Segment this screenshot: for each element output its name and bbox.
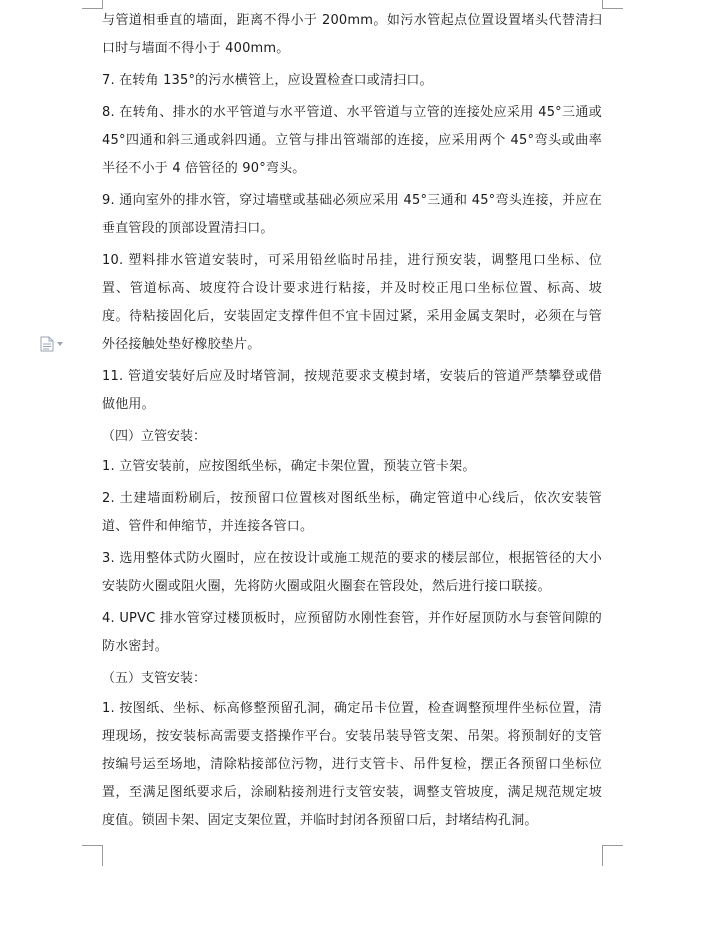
body-paragraph: 8. 在转角、排水的水平管道与水平管道、水平管道与立管的连接处应采用 45°三通或 45°四通和斜三通或斜四通。立管与排出管端部的连接，应采用两个 45°弯头或曲率半径不小于 4 倍管径的 90°弯头。: [102, 105, 602, 176]
body-paragraph: 1. 按图纸、坐标、标高修整预留孔洞，确定吊卡位置，检查调整预埋件坐标位置，清理现场，按安装标高需要支搭操作平台。安装吊装导管支架、吊架。将预制好的支管按编号运至场地，清除粘接部位污物，进行支管卡、吊件复检，摆正各预留口坐标位置，至满足图纸要求后，涂刷粘接剂进行支管安装，调整支管坡度，满足规范规定坡度值。锁固卡架、固定支架位置，并临时封闭各预留口后，封堵结构孔洞。: [102, 701, 602, 828]
section-heading: （四）立管安装：: [102, 429, 207, 444]
body-paragraph: 与管道相垂直的墙面，距离不得小于 200mm。如污水管起点位置设置堵头代替清扫口时与墙面不得小于 400mm。: [102, 13, 602, 56]
paragraph-options-button[interactable]: [40, 336, 70, 352]
body-paragraph: 10. 塑料排水管道安装时，可采用铅丝临时吊挂，进行预安装，调整甩口坐标、位置、管道标高、坡度符合设计要求进行粘接，并及时校正甩口坐标位置、标高、坡度。待粘接固化后，安装固定支撑件但不宜卡固过紧，采用金属支架时，必须在与管外径接触处垫好橡胶垫片。: [102, 253, 602, 352]
crop-mark-bottom-left: [82, 845, 103, 866]
chevron-down-icon: [57, 342, 63, 346]
body-paragraph: 9. 通向室外的排水管，穿过墙壁或基础必须应采用 45°三通和 45°弯头连接，并应在垂直管段的顶部设置清扫口。: [102, 193, 602, 236]
body-paragraph: 1. 立管安装前，应按图纸坐标，确定卡架位置，预装立管卡架。: [102, 459, 476, 474]
body-paragraph: 4. UPVC 排水管穿过楼顶板时，应预留防水刚性套管，并作好屋顶防水与套管间隙的防水密封。: [102, 611, 602, 654]
crop-mark-top-left: [82, 0, 103, 9]
body-paragraph: 11. 管道安装好后应及时堵管洞，按规范要求支模封堵，安装后的管道严禁攀登或借做他用。: [102, 369, 602, 412]
document-body: [102, 7, 602, 839]
crop-mark-top-right: [602, 0, 623, 9]
body-paragraph: 2. 土建墙面粉刷后，按预留口位置核对图纸坐标，确定管道中心线后，依次安装管道、管件和伸缩节，并连接各管口。: [102, 491, 602, 534]
crop-mark-bottom-right: [602, 845, 623, 866]
section-heading: （五）支管安装：: [102, 671, 207, 686]
document-icon: [40, 336, 54, 352]
body-paragraph: 3. 选用整体式防火圈时，应在按设计或施工规范的要求的楼层部位，根据管径的大小安装防火圈或阻火圈，先将防火圈或阻火圈套在管段处，然后进行接口联接。: [102, 551, 602, 594]
body-paragraph: 7. 在转角 135°的污水横管上，应设置检查口或清扫口。: [102, 73, 433, 88]
